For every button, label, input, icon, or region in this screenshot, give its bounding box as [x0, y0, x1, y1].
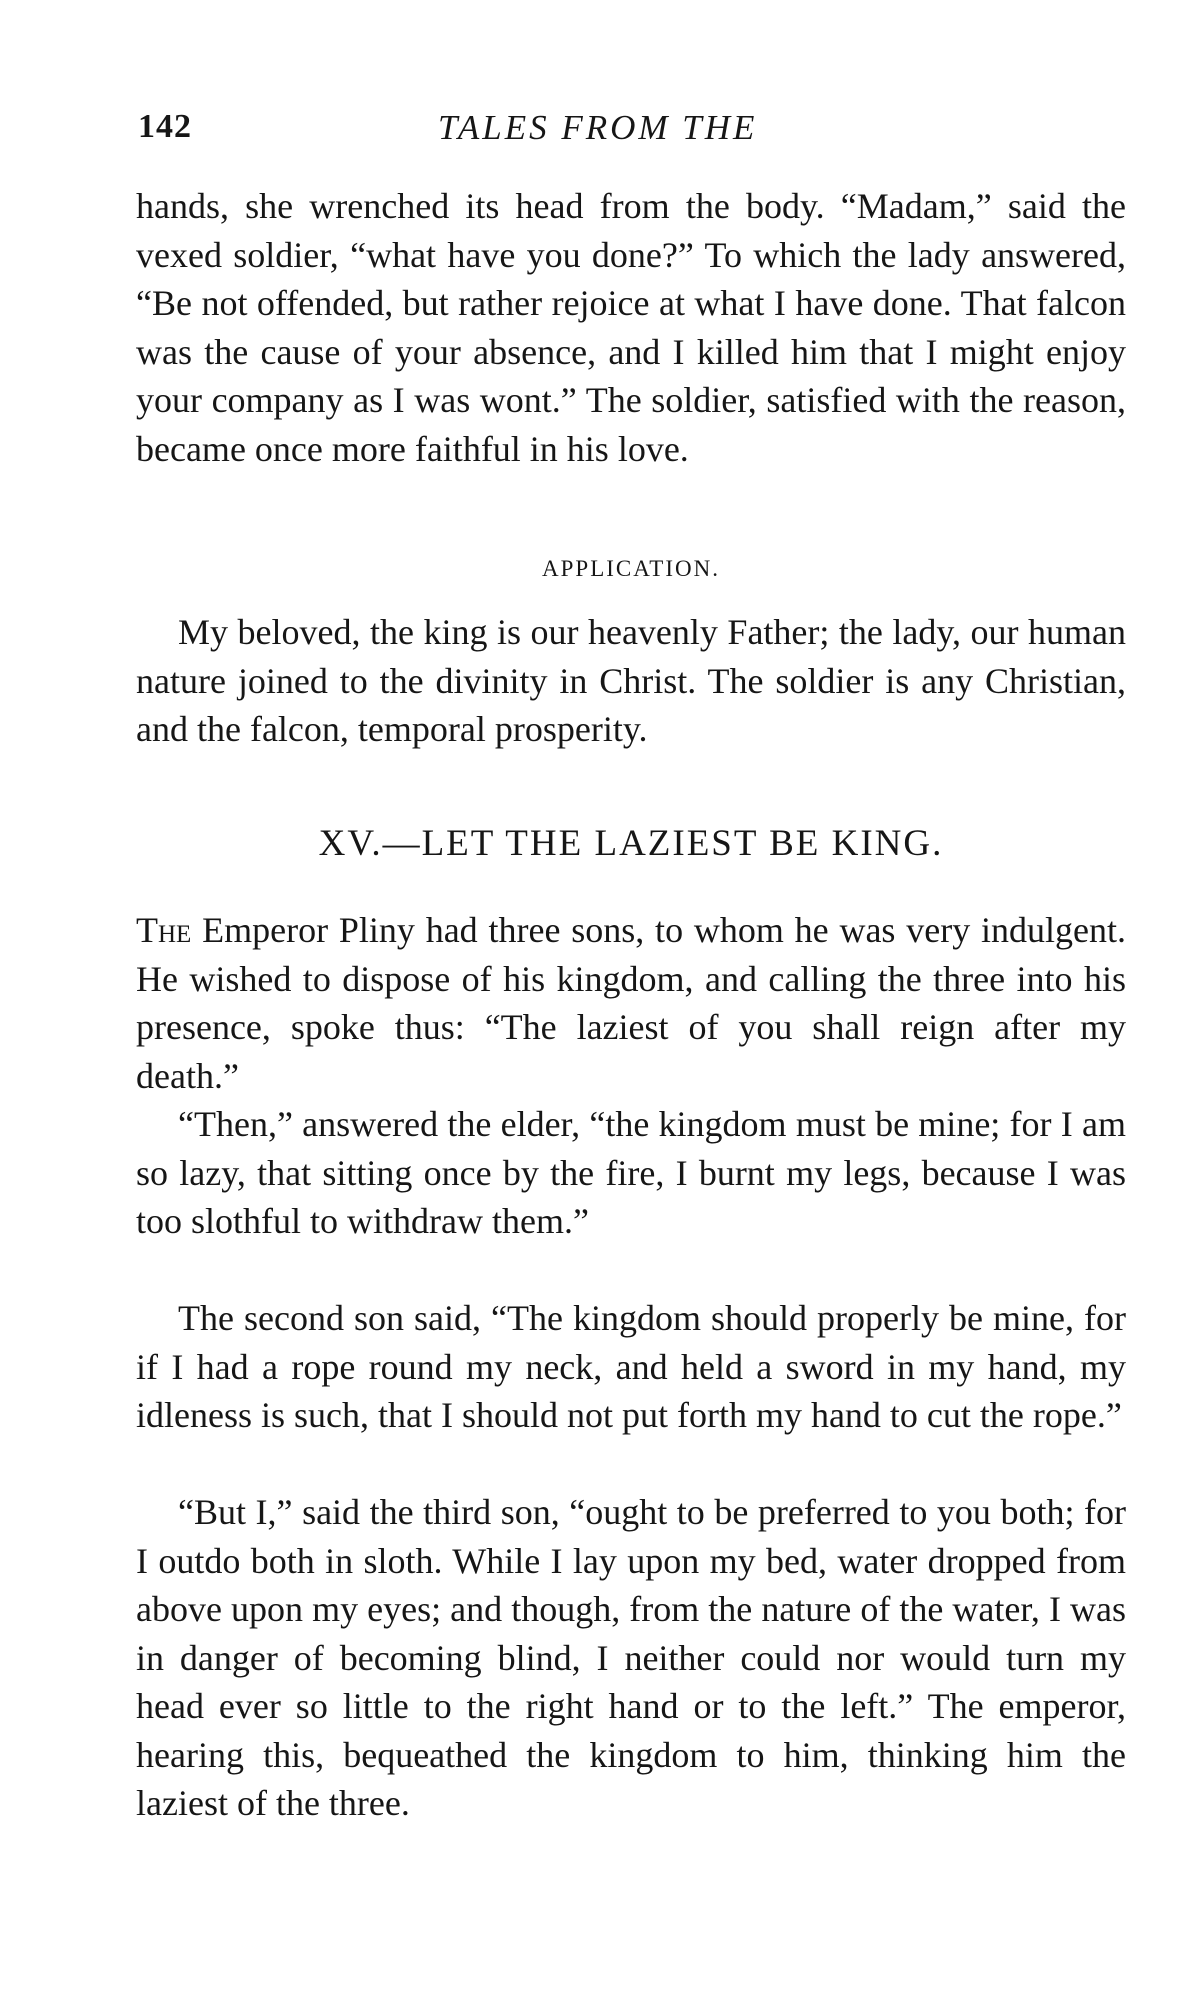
chapter-heading: XV.—LET THE LAZIEST BE KING. — [318, 823, 944, 864]
paragraph-emperor-pliny-text: Emperor Pliny had three sons, to whom he was very indulgent. He wished to dispose of his kingdom, and calling the three into his presence, spoke thus: “The laziest of you shall reign after my death.” — [136, 910, 1126, 1096]
page-number: 142 — [138, 108, 192, 145]
paragraph-elder-son: “Then,” answered the elder, “the kingdom must be mine; for I am so lazy, that sitting once by the fire, I burnt my legs, because I was too slothful to withdraw them.” — [136, 1104, 1126, 1241]
paragraph-application: My beloved, the king is our heavenly Father; the lady, our human nature joined to the divinity in Christ. The soldier is any Christian, and the falcon, temporal prosperity. — [136, 612, 1126, 749]
running-title: TALES FROM THE — [438, 108, 758, 147]
page-header — [138, 108, 1128, 158]
paragraph-emperor-pliny — [136, 906, 1126, 1100]
paragraph-falcon-story-end: hands, she wrenched its head from the body. “Madam,” said the vexed soldier, “what have you done?” To which the lady answered, “Be not offended, but rather rejoice at what I have done. That falcon was the cause of your absence, and I killed him that I might enjoy your company as I was wont.” The soldier, satisfied with the reason, became once more faithful in his love. — [136, 186, 1126, 469]
paragraph-second-son: The second son said, “The kingdom should properly be mine, for if I had a rope round my neck, and held a sword in my hand, my idleness is such, that I should not put forth my hand to cut the rope.” — [136, 1298, 1126, 1435]
application-heading: APPLICATION. — [542, 556, 720, 581]
drop-word: The — [136, 910, 192, 950]
paragraph-third-son: “But I,” said the third son, “ought to be preferred to you both; for I outdo both in sloth. While I lay upon my bed, water dropped from above upon my eyes; and though, from the nature of the water, I was in danger of becoming blind, I neither could nor would turn my head ever so little to the right hand or to the left.” The emperor, hearing this, bequeathed the kingdom to him, thinking him the laziest of the three. — [136, 1492, 1126, 1823]
